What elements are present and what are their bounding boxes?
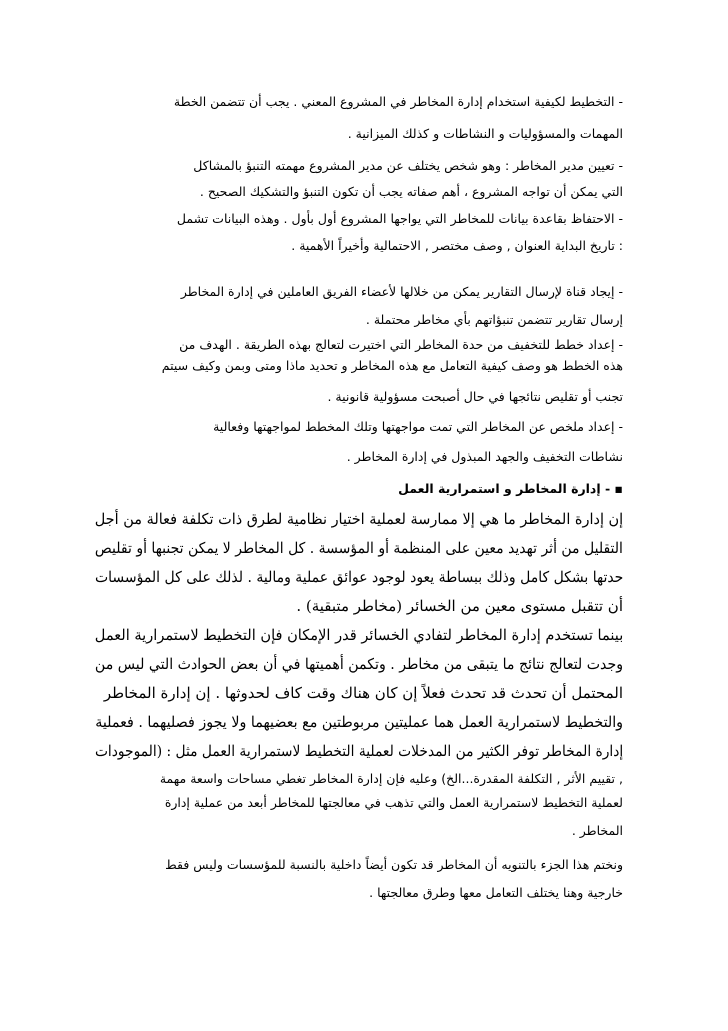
text-line-23: إدارة المخاطر توفر الكثير من المدخلات لعملية التخطيط لاستمرارية العمل مثل : (الموجودات (94, 742, 623, 760)
section-heading: ▪ - إدارة المخاطر و استمرارية العمل (398, 481, 623, 496)
text-line-20: وجدت لتعالج نتائج ما يتبقى من مخاطر . وتكمن أهميتها في أن بعض الحوادث التي ليس من (94, 655, 623, 673)
text-line-21: المحتمل أن تحدث قد تحدث فعلاً إن كان هناك وقت كاف لحدوثها . إن إدارة المخاطر (103, 684, 623, 702)
text-line-1: - التخطيط لكيفية استخدام إدارة المخاطر في المشروع المعني . يجب أن تتضمن الخطة (173, 94, 623, 109)
text-line-15: إن إدارة المخاطر ما هي إلا ممارسة لعملية اختيار نظامية لطرق ذات تكلفة فعالة من أجل (94, 510, 623, 528)
text-line-28: خارجية وهنا يختلف التعامل معها وطرق معالجتها . (369, 885, 623, 900)
text-line-3: - تعيين مدير المخاطر : وهو شخص يختلف عن مدير المشروع مهمته التنبؤ بالمشاكل (193, 158, 623, 173)
text-line-27: ونختم هذا الجزء بالتنويه أن المخاطر قد تكون أيضاً داخلية بالنسبة للمؤسسات وليس فقط (165, 857, 623, 872)
text-line-25: لعملية التخطيط لاستمرارية العمل والتي تذهب في معالجتها للمخاطر أبعد من عملية إدارة (164, 795, 623, 810)
text-line-8: إرسال تقارير تتضمن تنبؤاتهم بأي مخاطر محتملة . (365, 312, 623, 327)
text-line-13: نشاطات التخفيف والجهد المبذول في إدارة المخاطر . (346, 449, 623, 464)
text-line-24: , تقييم الأثر , التكلفة المقدرة...الخ) وعليه فإن إدارة المخاطر تغطي مساحات واسعة مهمة (159, 771, 623, 786)
text-line-10: هذه الخطط هو وصف كيفية التعامل مع هذه المخاطر و تحديد ماذا ومتى وبمن وكيف سيتم (161, 358, 623, 373)
text-line-7: - إيجاد قناة لإرسال التقارير يمكن من خلالها لأعضاء الفريق العاملين في إدارة المخاطر (180, 284, 623, 299)
text-line-4: التي يمكن أن تواجه المشروع ، أهم صفاته يجب أن تكون التنبؤ والتشكيك الصحيح . (199, 184, 623, 199)
text-line-18: أن تتقبل مستوى معين من الخسائر (مخاطر متبقية) . (296, 597, 623, 615)
text-line-11: تجنب أو تقليص نتائجها في حال أصبحت مسؤولية قانونية . (327, 389, 623, 404)
text-line-22: والتخطيط لاستمرارية العمل هما عمليتين مربوطتين مع بعضيهما ولا يجوز فصليهما . فعملية (95, 713, 623, 731)
text-line-16: التقليل من أثر تهديد معين على المنظمة أو المؤسسة . كل المخاطر لا يمكن تجنبها أو تقليص (94, 539, 623, 557)
text-line-2: المهمات والمسؤوليات و النشاطات و كذلك الميزانية . (347, 126, 623, 141)
text-line-9: - إعداد خطط للتخفيف من حدة المخاطر التي اختيرت لتعالج بهذه الطريقة . الهدف من (179, 337, 623, 352)
text-line-5: - الاحتفاظ بقاعدة بيانات للمخاطر التي يواجها المشروع أول بأول . وهذه البيانات تشمل (176, 211, 623, 226)
text-line-26: المخاطر . (571, 823, 623, 838)
text-line-19: بينما تستخدم إدارة المخاطر لتفادي الخسائر قدر الإمكان فإن التخطيط لاستمرارية العمل (94, 626, 623, 644)
text-line-6: : تاريخ البداية العنوان , وصف مختصر , الاحتمالية وأخيراً الأهمية . (291, 238, 623, 253)
text-line-12: - إعداد ملخص عن المخاطر التي تمت مواجهتها وتلك المخطط لمواجهتها وفعالية (213, 419, 623, 434)
text-line-17: حدتها بشكل كامل وذلك ببساطة يعود لوجود عوائق عملية ومالية . لذلك على كل المؤسسات (94, 568, 623, 586)
